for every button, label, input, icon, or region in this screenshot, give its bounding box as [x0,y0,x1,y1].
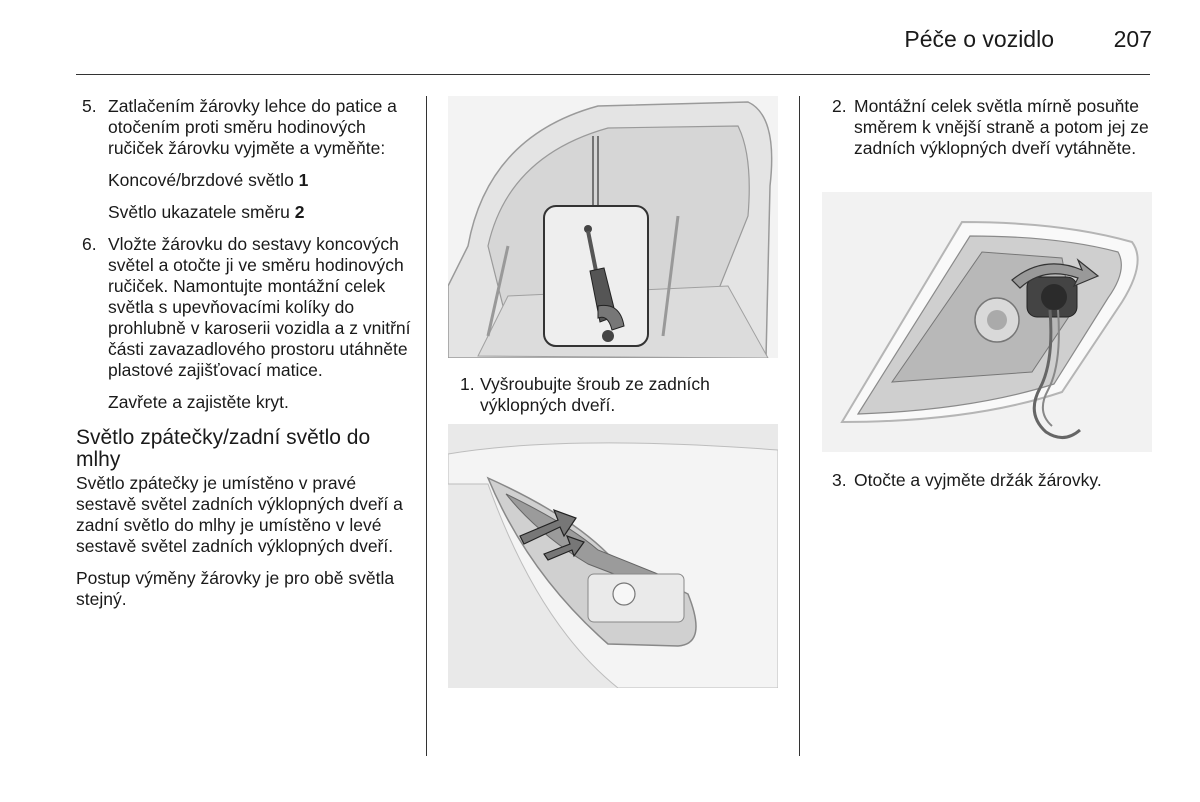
tailgate-screw-illustration [448,96,778,358]
paragraph: Světlo zpátečky je umístěno v pravé sestavě světel zadních výklopných dveří a zadní světlo do mlhy je umístěno v levé sestavě světel zadních výklopných dveří. [76,473,403,556]
bulb-ref: 2 [294,202,305,222]
paragraph: Postup výměny žárovky je pro obě světla stejný. [76,568,395,609]
step-2 [822,96,1152,159]
bulb-label: Koncové/brzdové světlo [108,170,299,190]
step-5 [76,96,412,159]
step-6 [76,234,412,381]
close-cover-note: Zavřete a zajistěte kryt. [108,392,289,412]
column-divider-left [426,96,427,756]
bulb-holder-illustration [822,192,1152,452]
step-text: Otočte a vyjměte držák žárovky. [854,470,1102,490]
step-number: 2. [832,96,847,116]
tail-light-removal-illustration [448,424,778,688]
bulb-item-1 [76,170,412,191]
step-text: Zatlačením žárovky lehce do patice a otočením proti směru hodinových ručiček žárovku vyjměte a vyměňte: [108,96,397,158]
page-number: 207 [1113,26,1152,52]
section-title: Péče o vozidlo [904,26,1054,52]
step-text: Vyšroubujte šroub ze zadních výklopných dveří. [480,374,710,415]
step-number: 6. [82,234,97,254]
header-divider [76,74,1150,75]
column-divider-right [799,96,800,756]
right-column-top [822,96,1152,170]
step-text: Montážní celek světla mírně posuňte směrem k vnější straně a potom jej ze zadních výklopných dveří vytáhněte. [854,96,1149,158]
step-number: 5. [82,96,97,116]
step-number: 1. [460,374,475,394]
bulb-label: Světlo ukazatele směru [108,202,295,222]
bulb-ref: 1 [298,170,309,190]
middle-column [448,374,778,427]
section-heading: Světlo zpátečky/zadní světlo do mlhy [76,426,371,471]
step-text: Vložte žárovku do sestavy koncových světel a otočte ji ve směru hodinových ručiček. Namontujte montážní celek světla s upevňovacími kolíky do prohlubně v karoserii vozidla a z vnitřní části zavazadlového prostoru utáhněte plastové zajišťovací matice. [108,234,411,380]
bulb-item-2 [76,202,412,223]
left-column [76,96,412,621]
step-3 [822,470,1152,491]
step-number: 3. [832,470,847,490]
right-column-bottom [822,470,1152,502]
step-1 [448,374,778,416]
